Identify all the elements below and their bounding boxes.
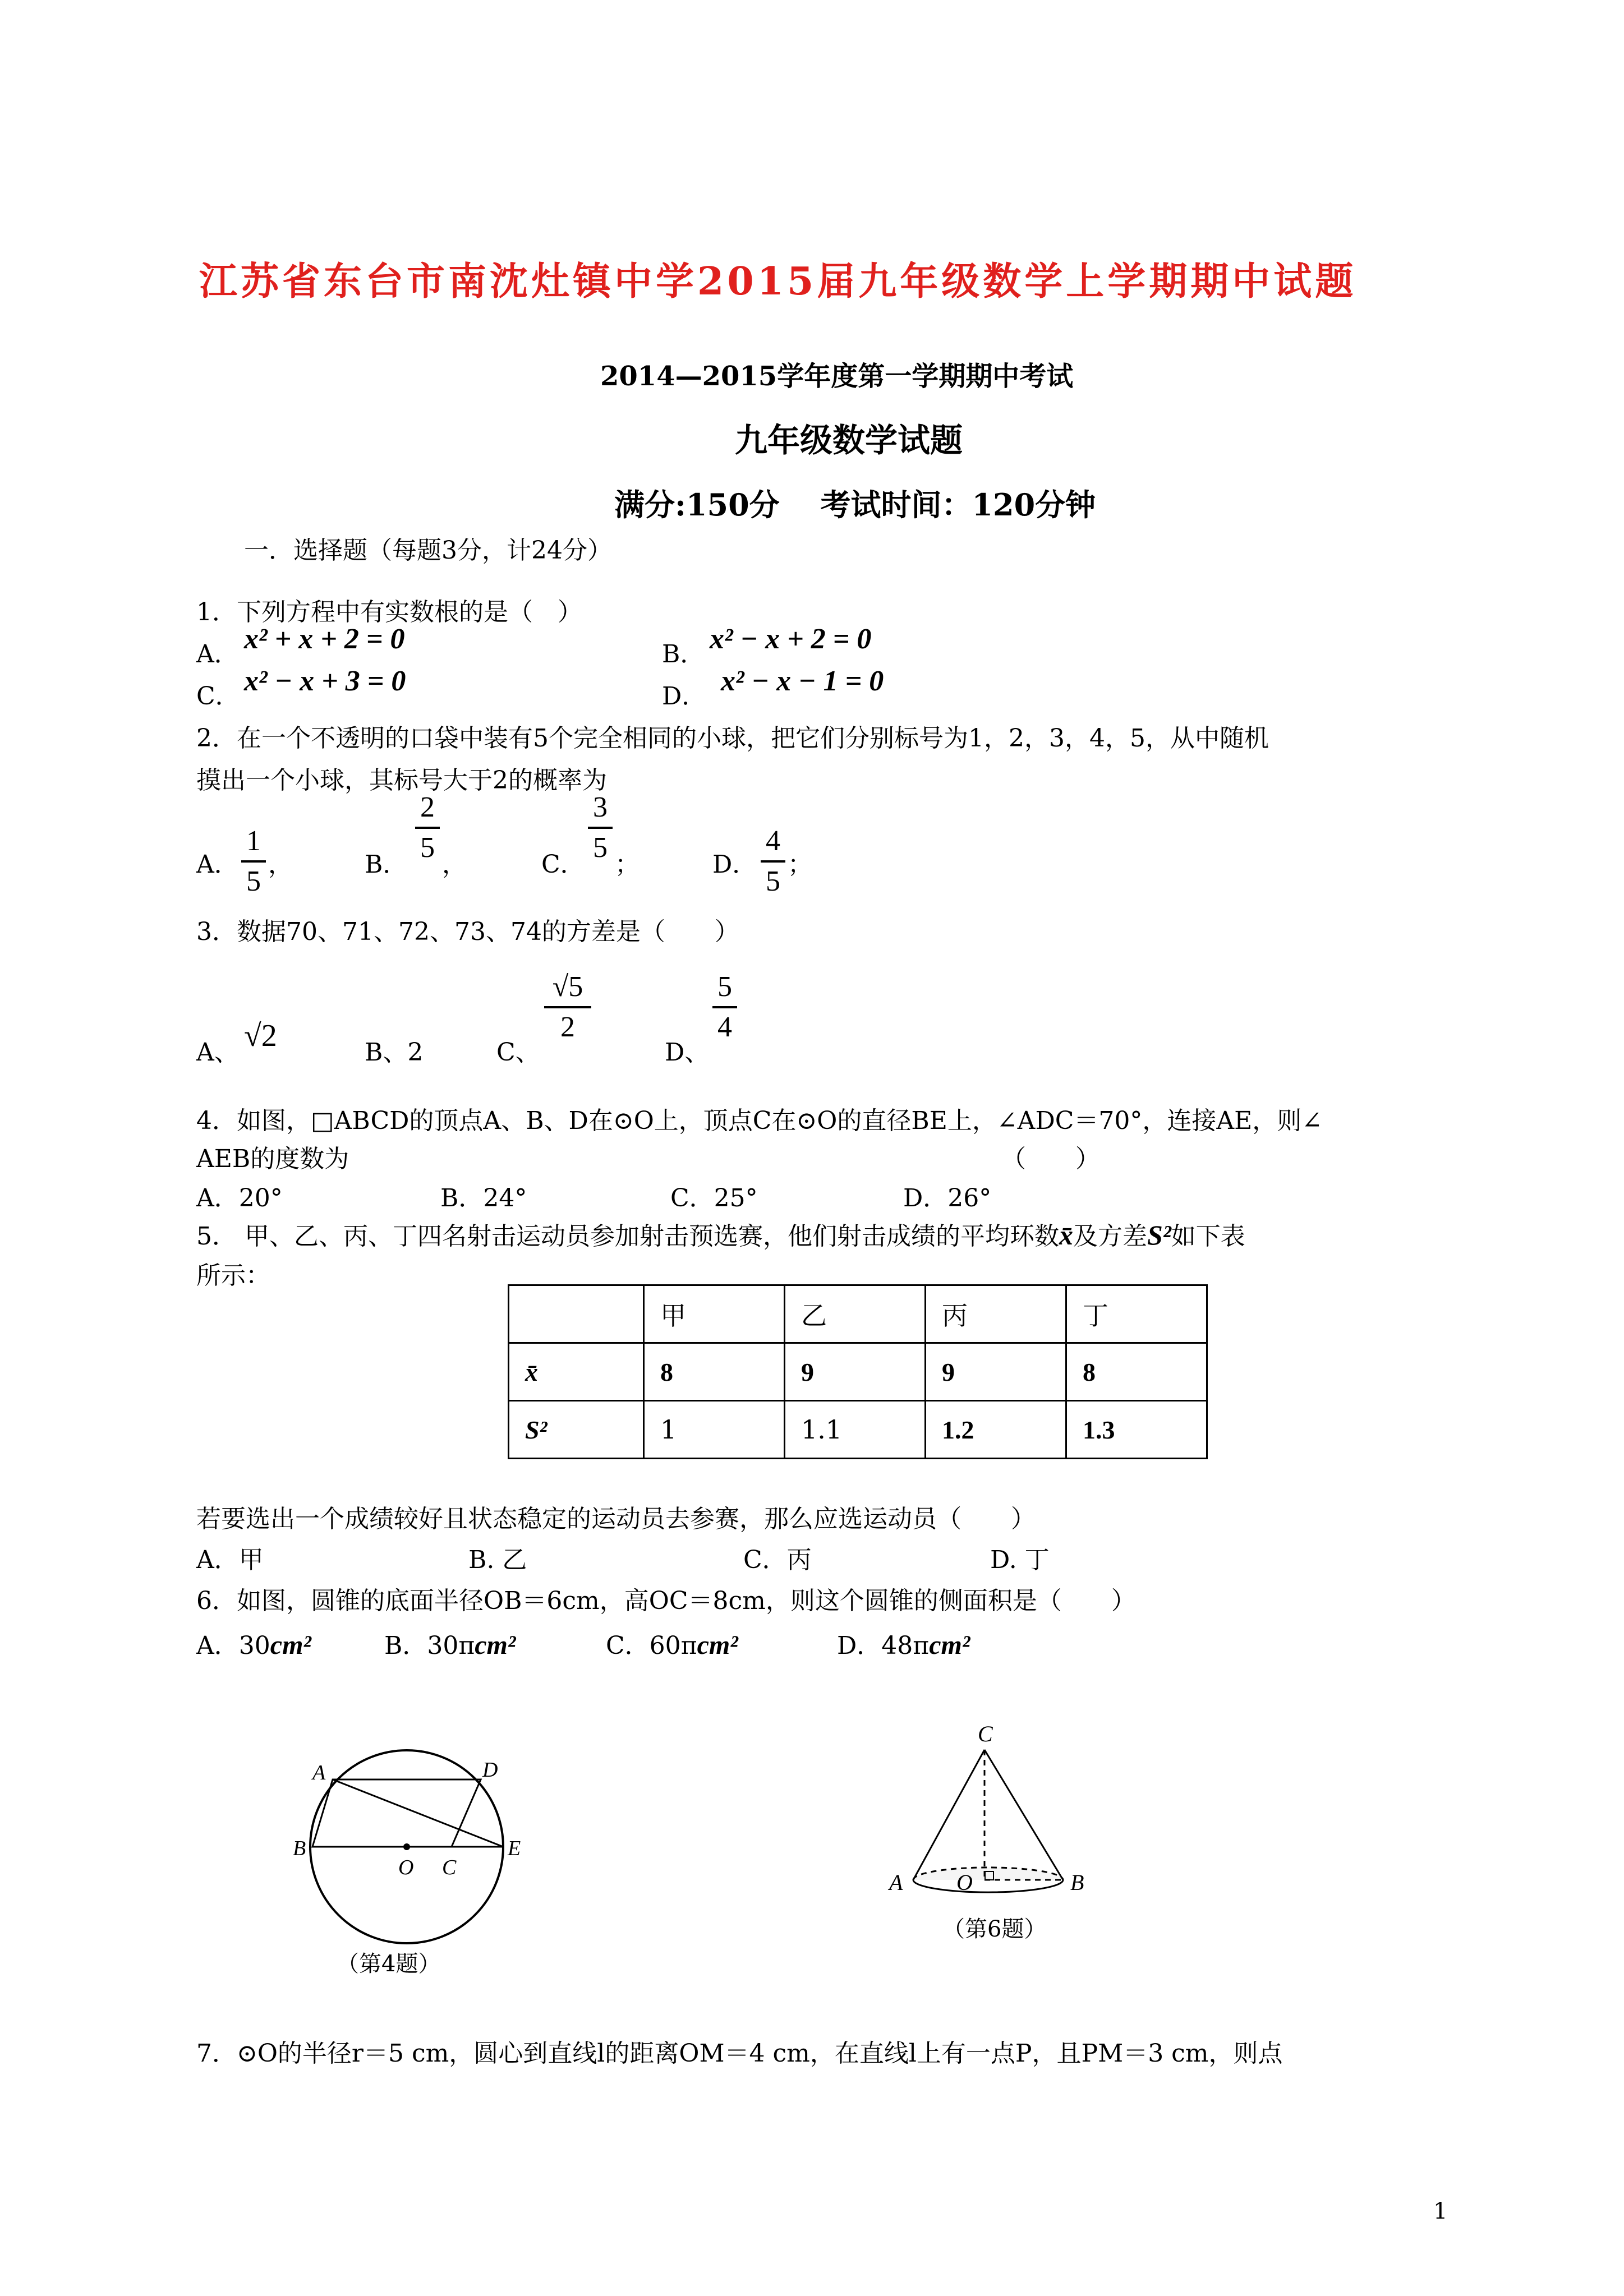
q2-label-d: D． xyxy=(712,850,757,879)
denominator: 5 xyxy=(766,865,780,897)
document-title: 江苏省东台市南沈灶镇中学2015届九年级数学上学期期中试题 xyxy=(199,259,1357,304)
table-cell: 1.2 xyxy=(926,1401,1066,1459)
q7-stem: 7．⊙O的半径r＝5 cm，圆心到直线l的距离OM＝4 cm，在直线l上有一点P，且PM＝3 cm，则点 xyxy=(196,2039,1283,2068)
table-cell: S² xyxy=(509,1401,644,1459)
q2-punct-b: ， xyxy=(442,850,467,879)
numerator: 3 xyxy=(593,791,608,823)
table-cell: 丁 xyxy=(1066,1285,1207,1343)
q1-option-b: x² − x + 2 = 0 xyxy=(710,623,872,655)
numerator: 5 xyxy=(717,971,732,1003)
table-row xyxy=(509,1343,1207,1401)
q6-option-d xyxy=(837,1625,970,1661)
table-cell: 8 xyxy=(1066,1343,1207,1401)
numerator: 2 xyxy=(420,791,435,823)
page-number: 1 xyxy=(1433,2198,1448,2224)
table-cell xyxy=(509,1285,644,1343)
center-point xyxy=(403,1843,410,1850)
q1-stem: 1．下列方程中有实数根的是（ ） xyxy=(196,598,582,626)
unit: cm² xyxy=(270,1630,311,1660)
q5-stem-line3: 若要选出一个成绩较好且状态稳定的运动员去参赛，那么应选运动员（ ） xyxy=(196,1505,1036,1533)
variance-symbol: S² xyxy=(1147,1219,1171,1251)
q3-stem: 3．数据70、71、72、73、74的方差是（ ） xyxy=(196,918,739,946)
section-heading: 一．选择题（每题3分，计24分） xyxy=(244,536,612,565)
denominator: 5 xyxy=(246,865,261,897)
q2-label-b: B． xyxy=(365,850,408,879)
table-cell: 1.3 xyxy=(1066,1401,1207,1459)
q2-punct-d: ； xyxy=(788,850,812,879)
exam-header-line3: 满分:150分 考试时间：120分钟 xyxy=(614,487,1096,523)
q4-option-b: B．24° xyxy=(440,1184,527,1212)
q3-label-c: C、 xyxy=(496,1038,540,1067)
table-cell: 9 xyxy=(926,1343,1066,1401)
q1-label-c: C． xyxy=(196,682,240,711)
q2-stem-line2: 摸出一个小球，其标号大于2的概率为 xyxy=(196,766,607,795)
q5-stem-line1 xyxy=(196,1216,1245,1252)
q3-option-b: B、2 xyxy=(365,1038,424,1067)
table-row xyxy=(509,1401,1207,1459)
slant-ca xyxy=(913,1750,984,1880)
table-cell: 1 xyxy=(644,1401,785,1459)
mean-symbol: x̄ xyxy=(1059,1219,1073,1251)
table-row xyxy=(509,1285,1207,1343)
q4-stem-line1: 4．如图，□ABCD的顶点A、B、D在⊙O上，顶点C在⊙O的直径BE上，∠ADC＝70°，连接AE，则∠ xyxy=(196,1106,1323,1135)
label-c: C xyxy=(978,1721,993,1746)
q3-label-a: A、 xyxy=(196,1038,239,1067)
q4-option-d: D．26° xyxy=(903,1184,992,1212)
label-e: E xyxy=(508,1837,521,1860)
numerator: √5 xyxy=(552,971,583,1003)
base-back xyxy=(913,1868,1063,1880)
q6-stem: 6．如图，圆锥的底面半径OB＝6cm，高OC＝8cm，则这个圆锥的侧面积是（ ） xyxy=(196,1587,1136,1615)
denominator: 4 xyxy=(717,1011,732,1043)
option-text: A．30 xyxy=(196,1631,270,1660)
q2-fraction-d xyxy=(761,824,785,898)
label-c: C xyxy=(442,1856,457,1879)
exam-header-line2: 九年级数学试题 xyxy=(735,421,963,459)
figure-6-cone-diagram xyxy=(875,1711,1111,1907)
q1-option-a: x² + x + 2 = 0 xyxy=(244,623,405,655)
q5-stem-line2: 所示： xyxy=(196,1261,270,1290)
table-cell: 8 xyxy=(644,1343,785,1401)
q3-label-d: D、 xyxy=(665,1038,710,1067)
figure-6-caption: （第6题） xyxy=(942,1916,1047,1942)
numerator: 4 xyxy=(766,825,780,857)
denominator: 2 xyxy=(560,1011,575,1043)
q5-option-c: C．丙 xyxy=(743,1546,812,1574)
q2-label-c: C． xyxy=(541,850,585,879)
q2-fraction-a xyxy=(241,824,266,898)
unit: cm² xyxy=(929,1630,970,1660)
base-front xyxy=(913,1880,1063,1892)
slant-cb xyxy=(984,1750,1063,1880)
q5-option-a: A．甲 xyxy=(196,1546,264,1574)
unit: cm² xyxy=(475,1630,516,1660)
q2-fraction-c xyxy=(588,791,613,865)
denominator: 5 xyxy=(420,832,435,864)
q1-option-c: x² − x + 3 = 0 xyxy=(244,665,406,697)
unit: cm² xyxy=(697,1630,738,1660)
label-o: O xyxy=(398,1856,414,1879)
table-cell: 1.1 xyxy=(785,1401,926,1459)
q6-option-a xyxy=(196,1625,311,1661)
denominator: 5 xyxy=(593,832,608,864)
table-cell: 丙 xyxy=(926,1285,1066,1343)
q6-option-c xyxy=(606,1625,738,1661)
option-text: C．60π xyxy=(606,1631,697,1660)
q2-label-a: A． xyxy=(196,850,239,879)
numerator: 1 xyxy=(246,825,261,857)
q1-label-a: A． xyxy=(196,640,239,668)
q5-stem-mid: 及方差 xyxy=(1073,1222,1147,1251)
label-d: D xyxy=(482,1758,498,1782)
figure-4-caption: （第4题） xyxy=(337,1951,441,1977)
label-o: O xyxy=(956,1870,973,1895)
q2-punct-c: ； xyxy=(615,850,640,879)
label-b: B xyxy=(1070,1870,1084,1895)
label-a: A xyxy=(312,1761,326,1785)
q4-stem-line2: AEB的度数为 xyxy=(196,1145,349,1173)
q3-fraction-d xyxy=(712,970,737,1044)
q5-stem-end: 如下表 xyxy=(1171,1222,1245,1251)
q5-option-b: B. 乙 xyxy=(468,1546,527,1574)
table-cell: x̄ xyxy=(509,1343,644,1401)
stats-table xyxy=(508,1284,1208,1459)
table-cell: 乙 xyxy=(785,1285,926,1343)
q2-stem-line1: 2．在一个不透明的口袋中装有5个完全相同的小球，把它们分别标号为1，2，3，4，5，从中随机 xyxy=(196,724,1269,753)
q2-fraction-b xyxy=(415,791,440,865)
q5-option-d: D. 丁 xyxy=(990,1546,1050,1574)
q1-option-d: x² − x − 1 = 0 xyxy=(721,665,884,697)
segment-ae xyxy=(333,1779,503,1847)
table-cell: 9 xyxy=(785,1343,926,1401)
option-text: D．48π xyxy=(837,1631,930,1660)
q3-fraction-c xyxy=(544,970,591,1044)
q2-punct-a: ， xyxy=(268,850,293,879)
q5-stem-text: 5． 甲、乙、丙、丁四名射击运动员参加射击预选赛，他们射击成绩的平均环数 xyxy=(196,1222,1059,1251)
option-text: B．30π xyxy=(384,1631,475,1660)
exam-header-line1: 2014—2015学年度第一学期期中考试 xyxy=(600,361,1074,392)
q3-option-a: √2 xyxy=(244,1018,277,1053)
q6-option-b xyxy=(384,1625,516,1661)
parallelogram-abcd xyxy=(312,1779,481,1847)
q4-answer-paren: （ ） xyxy=(1001,1145,1100,1173)
q4-option-c: C．25° xyxy=(670,1184,758,1212)
q1-label-b: B． xyxy=(662,640,705,668)
q4-option-a: A．20° xyxy=(196,1184,283,1212)
q1-label-d: D． xyxy=(662,682,707,711)
table-cell: 甲 xyxy=(644,1285,785,1343)
label-a: A xyxy=(889,1870,903,1895)
label-b: B xyxy=(293,1837,306,1860)
